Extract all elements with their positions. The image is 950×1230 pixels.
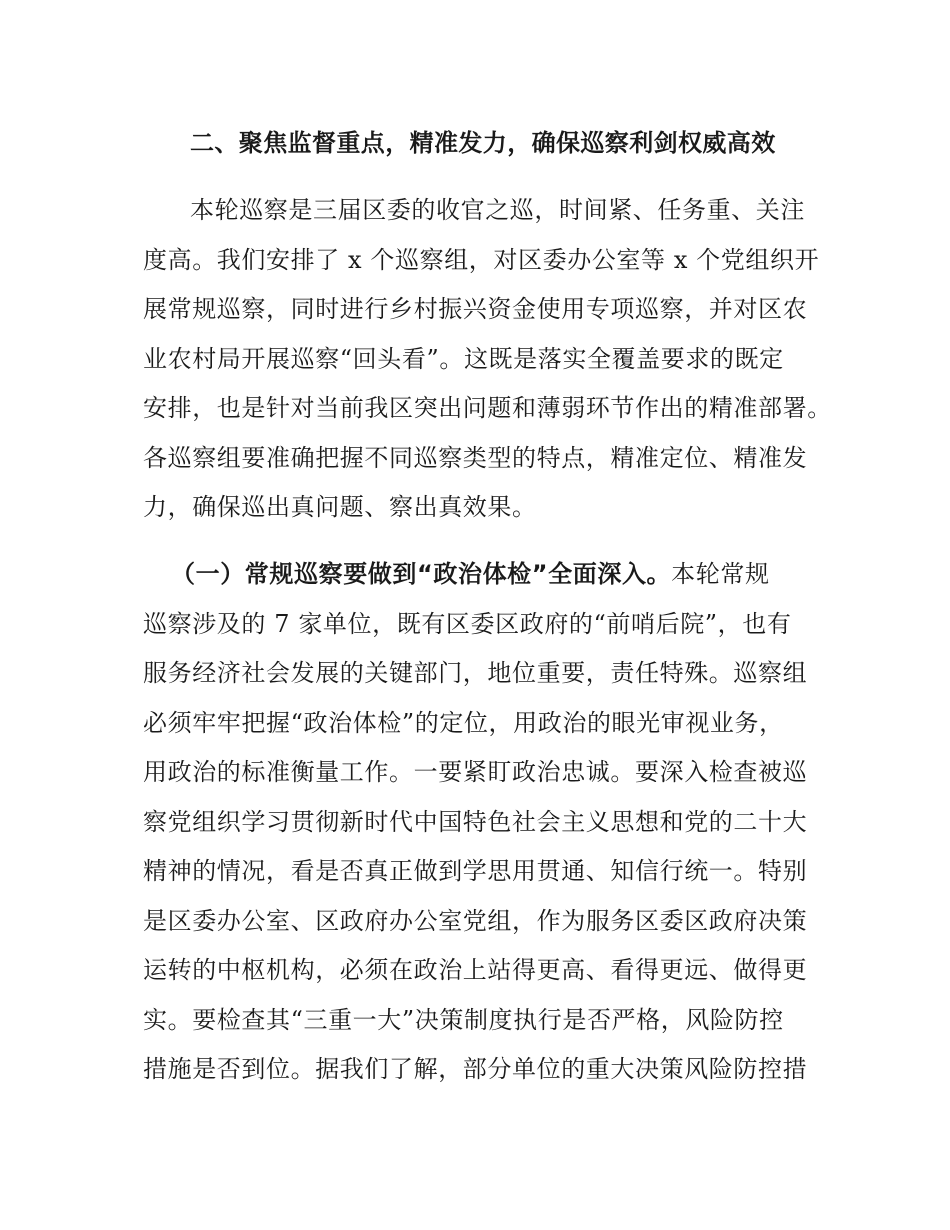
subsection-heading: （一）常规巡察要做到“政治体检”全面深入。 [171, 560, 672, 588]
paragraph-line: 用政治的标准衡量工作。一要紧盯政治忠诚。要深入检查被巡 [143, 758, 808, 786]
paragraph-line: 各巡察组要准确把握不同巡察类型的特点，精准定位、精准发 [143, 444, 808, 472]
paragraph-line: 展常规巡察，同时进行乡村振兴资金使用专项巡察，并对区农 [143, 295, 808, 323]
subsection-first-line [171, 562, 851, 586]
paragraph-line: 服务经济社会发展的关键部门，地位重要，责任特殊。巡察组 [143, 659, 808, 687]
paragraph-line: 措施是否到位。据我们了解，部分单位的重大决策风险防控措 [143, 1055, 808, 1083]
paragraph-line: 巡察涉及的 7 家单位，既有区委区政府的“前哨后院”，也有 [143, 610, 792, 638]
paragraph-line: 实。要检查其“三重一大”决策制度执行是否严格，风险防控 [143, 1006, 784, 1034]
paragraph-line: 精神的情况，看是否真正做到学思用贯通、知信行统一。特别 [143, 857, 808, 885]
paragraph-line: 必须牢牢把握“政治体检”的定位，用政治的眼光审视业务， [143, 709, 784, 737]
paragraph-line: 本轮巡察是三届区委的收官之巡，时间紧、任务重、关注 [190, 196, 805, 224]
paragraph-line: 是区委办公室、区政府办公室党组，作为服务区委区政府决策 [143, 907, 808, 935]
paragraph-line: 运转的中枢机构，必须在政治上站得更高、看得更远、做得更 [143, 956, 808, 984]
paragraph-line: 察党组织学习贯彻新时代中国特色社会主义思想和党的二十大 [143, 808, 808, 836]
paragraph-text: 本轮常规 [671, 560, 770, 588]
section-heading: 二、聚焦监督重点，精准发力，确保巡察利剑权威高效 [190, 129, 776, 157]
paragraph-line: 度高。我们安排了 x 个巡察组，对区委办公室等 x 个党组织开 [143, 246, 820, 274]
paragraph-line: 业农村局开展巡察“回头看”。这既是落实全覆盖要求的既定 [143, 345, 784, 373]
paragraph-line: 力，确保巡出真问题、察出真效果。 [143, 493, 537, 521]
paragraph-line: 安排，也是针对当前我区突出问题和薄弱环节作出的精准部署。 [143, 394, 832, 422]
